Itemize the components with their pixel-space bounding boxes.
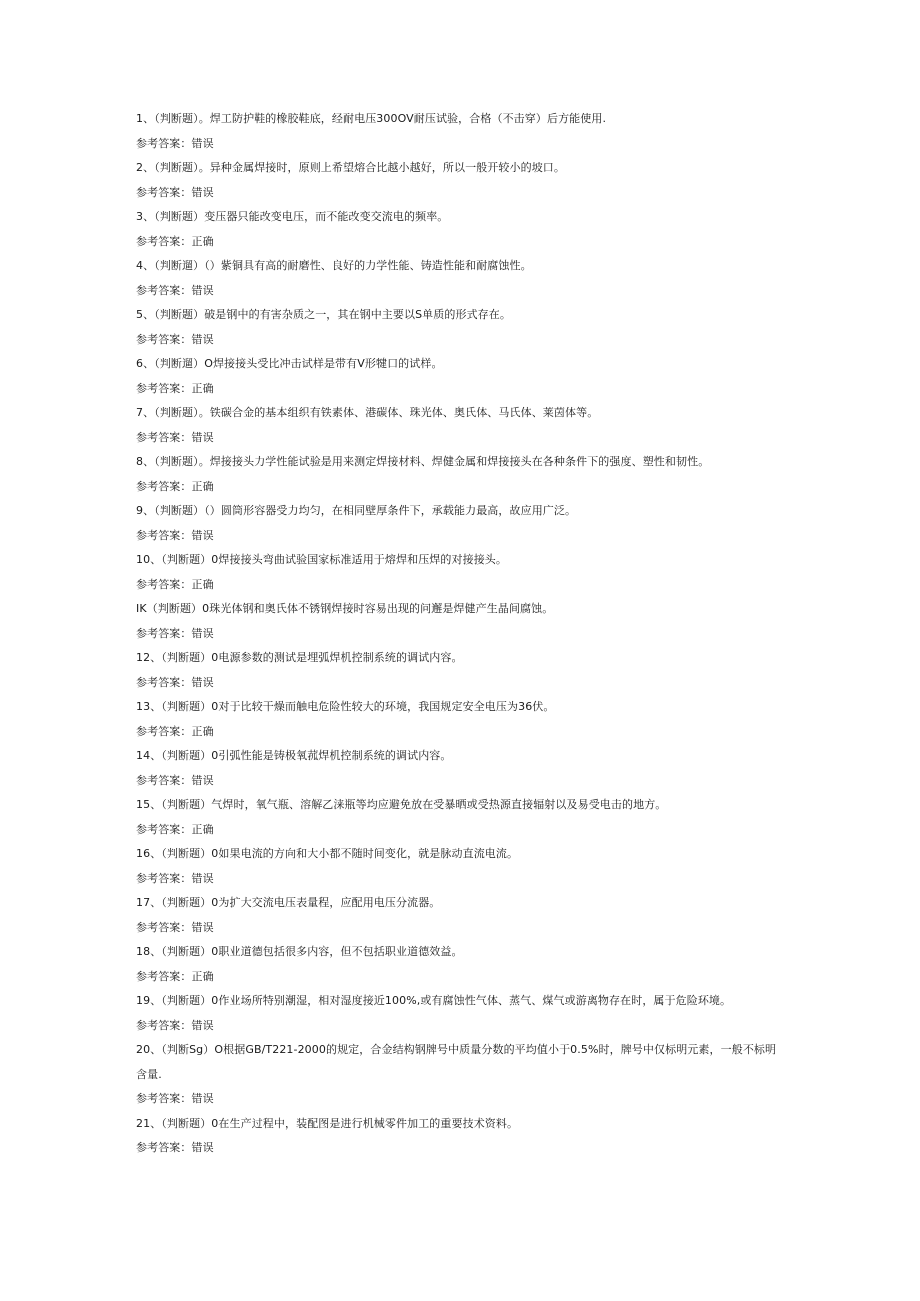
- question-text: 1、（判断题）。焊工防护鞋的橡胶鞋底，经耐电压300OV耐压试验，合格（不击穿）后方能使用.: [136, 112, 607, 125]
- answer-text: 参考答案：错误: [136, 773, 214, 787]
- answer-text: 参考答案：错误: [136, 1018, 214, 1032]
- answer-text: 参考答案：正确: [136, 479, 214, 493]
- answer-text: 参考答案：错误: [136, 675, 214, 689]
- question-list: [136, 107, 786, 1161]
- question-text: 18、（判断题）0职业道德包括很多内容，但不包括职业道德效益。: [136, 945, 463, 958]
- question-text: 12、（判断题）0电源参数的测试是埋弧焊机控制系统的调试内容。: [136, 651, 463, 664]
- question-item-3: [136, 205, 786, 254]
- question-item-19: [136, 989, 786, 1038]
- question-text: 3、（判断题）变压器只能改变电压，而不能改变交流电的频率。: [136, 210, 449, 223]
- question-text: 20、（判断Sg）O根据GB/T221-2000的规定，合金结构钢牌号中质量分数的平均值小于0.5%时，牌号中仅标明元素，一般不标明含量.: [136, 1043, 777, 1081]
- question-item-9: [136, 499, 786, 548]
- question-item-20: [136, 1038, 786, 1112]
- answer-text: 参考答案：正确: [136, 724, 214, 738]
- question-item-17: [136, 891, 786, 940]
- answer-text: 参考答案：正确: [136, 969, 214, 983]
- answer-text: 参考答案：错误: [136, 871, 214, 885]
- answer-text: 参考答案：错误: [136, 332, 214, 346]
- question-item-11: [136, 597, 786, 646]
- question-item-5: [136, 303, 786, 352]
- question-item-1: [136, 107, 786, 156]
- answer-text: 参考答案：错误: [136, 920, 214, 934]
- question-item-18: [136, 940, 786, 989]
- answer-text: 参考答案：正确: [136, 381, 214, 395]
- question-text: 7、（判断题）。铁碳合金的基本组织有铁素体、港碳体、珠光体、奥氏体、马氏体、莱茵体等。: [136, 406, 599, 419]
- question-text: 8、（判断题）。焊接接头力学性能试验是用来测定焊接材料、焊健金属和焊接接头在各种条件下的强度、塑性和韧性。: [136, 455, 710, 468]
- question-text: 4、（判断遛）（）紫铜具有高的耐磨性、良好的力学性能、铸造性能和耐腐蚀性。: [136, 259, 532, 272]
- answer-text: 参考答案：正确: [136, 234, 214, 248]
- question-text: 21、（判断题）0在生产过程中，装配图是进行机械零件加工的重要技术资料。: [136, 1116, 519, 1130]
- question-text: 13、（判断题）0对于比较干燥而触电危险性较大的环境，我国规定安全电压为36伏。: [136, 700, 555, 713]
- answer-text: 参考答案：错误: [136, 1092, 214, 1105]
- question-item-7: [136, 401, 786, 450]
- question-text: 15、（判断题）气焊时，氧气瓶、溶解乙涞瓶等均应避免放在受暴晒或受热源直接辐射以及易受电击的地方。: [136, 798, 667, 811]
- answer-text: 参考答案：错误: [136, 626, 214, 640]
- question-item-15: [136, 793, 786, 842]
- answer-text: 参考答案：错误: [136, 430, 214, 444]
- question-text: 9、（判断题）（）圆筒形容器受力均匀，在相同壁厚条件下，承载能力最高，故应用广泛。: [136, 504, 577, 517]
- question-item-13: [136, 695, 786, 744]
- question-text: 10、（判断题）0焊接接头弯曲试验国家标准适用于熔焊和压焊的对接接头。: [136, 553, 507, 566]
- answer-text: 参考答案：错误: [136, 136, 214, 150]
- question-item-2: [136, 156, 786, 205]
- answer-text: 参考答案：正确: [136, 822, 214, 836]
- question-item-16: [136, 842, 786, 891]
- question-item-6: [136, 352, 786, 401]
- question-item-10: [136, 548, 786, 597]
- question-item-8: [136, 450, 786, 499]
- answer-text: 参考答案：错误: [136, 185, 214, 199]
- question-text: 6、（判断遛）O焊接接头受比冲击试样是带有V形犍口的试样。: [136, 357, 443, 370]
- question-text: 2、（判断题）。异种金属焊接时，原则上希望熔合比越小越好，所以一般开较小的坡口。: [136, 161, 565, 174]
- answer-text: 参考答案：错误: [136, 528, 214, 542]
- question-text: 5、（判断题）破是钢中的有害杂质之一，其在钢中主要以S单质的形式存在。: [136, 308, 511, 321]
- question-text: 16、（判断题）0如果电流的方向和大小都不随时间变化，就是脉动直流电流。: [136, 847, 519, 860]
- question-item-21: [136, 1112, 786, 1161]
- question-item-14: [136, 744, 786, 793]
- question-text: IK（判断题）0珠光体钢和奥氏体不锈钢焊接时容易出现的问邂是焊健产生晶间腐蚀。: [136, 602, 554, 615]
- question-item-12: [136, 646, 786, 695]
- question-text: 17、（判断题）0为扩大交流电压表量程，应配用电压分流器。: [136, 896, 441, 909]
- answer-text: 参考答案：错误: [136, 1141, 214, 1154]
- question-text: 19、（判断题）0作业场所特别潮湿，相对湿度接近100%,或有腐蚀性气体、蒸气、煤气或游离物存在时，属于危险环境。: [136, 994, 732, 1007]
- answer-text: 参考答案：错误: [136, 283, 214, 297]
- answer-text: 参考答案：正确: [136, 577, 214, 591]
- question-item-4: [136, 254, 786, 303]
- question-text: 14、（判断题）0引弧性能是铸极氧菰焊机控制系统的调试内容。: [136, 749, 452, 762]
